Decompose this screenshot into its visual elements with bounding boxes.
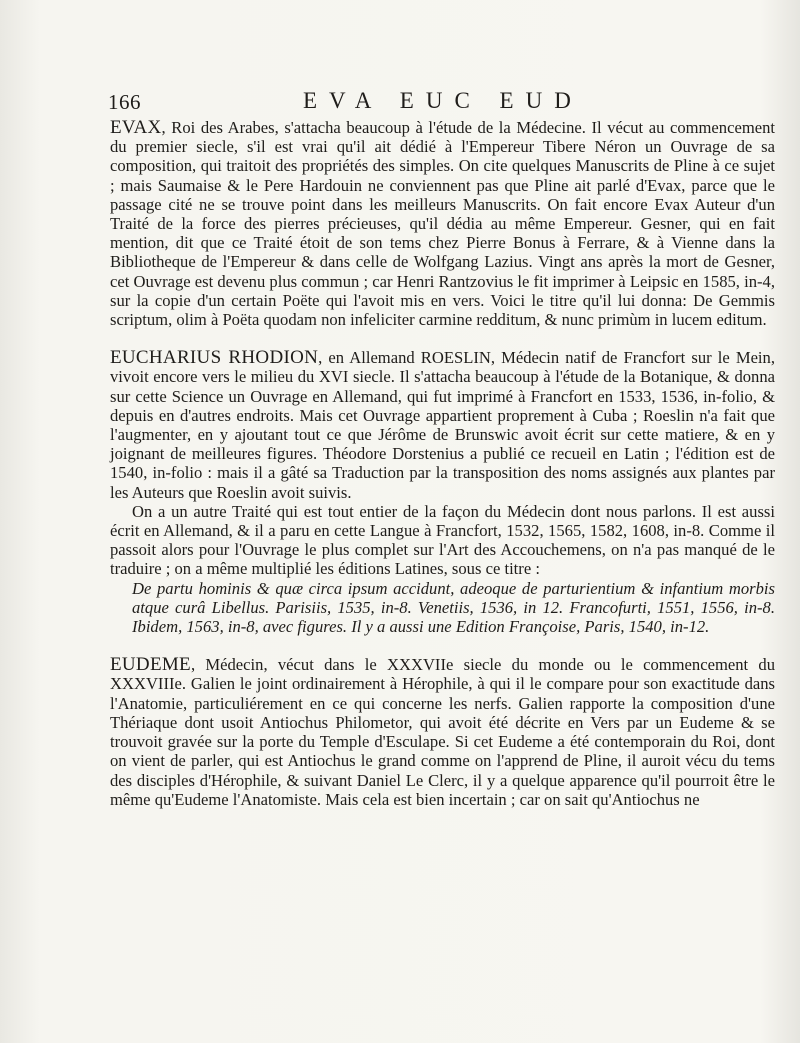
entry-eudeme [110, 655, 775, 809]
entry-eucharius-rhodion [110, 348, 775, 636]
entry-headword: EUCHARIUS RHODION [110, 347, 319, 369]
page-body [110, 118, 775, 828]
entry-headword: EVAX [110, 117, 162, 138]
entry-paragraph: EVAX, Roi des Arabes, s'attacha beaucoup à l'étude de la Médecine. Il vécut au commencement du premier siecle, s'il est vrai qu'il ait dédié à l'Empereur Tibere Néron un Ouvrage de sa composition, qui traitoit des propriétés des simples. On cite quelques Manuscrits de Pline à ce sujet ; mais Saumaise & le Pere Hardouin ne conviennent pas que Pline ait parlé d'Evax, parce que le passage cité ne se trouve point dans les meilleurs Manuscrits. On fait encore Evax Auteur d'un Traité de la force des pierres précieuses, qu'il dédia au même Empereur. Gesner, qui en fait mention, dit que ce Traité étoit de son tems chez Pierre Bonus à Ferrare, & à Vienne dans la Bibliotheque de l'Empereur & dans celle de Wolfgang Lazius. Vingt ans après la mort de Gesner, cet Ouvrage est devenu plus commun ; car Henri Rantzovius le fit imprimer à Leipsic en 1585, in-4, sur la copie d'un certain Poëte qui l'avoit mis en vers. Voici le titre qu'il lui donna: De Gemmis scriptum, olim à Poëta quodam non infeliciter carmine redditum, & nunc primùm in lucem editum. [110, 117, 776, 330]
entry-paragraph: EUDEME, Médecin, vécut dans le XXXVIIe siecle du monde ou le commencement du XXXVIIIe. Galien le joint ordinairement à Hérophile, à qui il le compare pour son exactitude dans l'Anatomie, particuliérement en ce qui concerne les nerfs. Galien rapporte la composition d'une Thériaque dont usoit Antiochus Philometor, qui avoit été décrite en Vers par un Eudeme & se trouvoit gravée sur la porte du Temple d'Esculape. Si cet Eudeme a été contemporain du Roi, dont on vient de parler, qui est Antiochus le grand comme on l'apprend de Pline, il auroit vécu du tems des disciples d'Hérophile, & suivant Daniel Le Clerc, il y a quelque apparence qu'il pourroit être le même qu'Eudeme l'Anatomiste. Mais cela est bien incertain ; car on sait qu'Antiochus ne [110, 654, 775, 809]
entry-headword: EUDEME [110, 654, 191, 676]
entry-text: en Allemand ROESLIN, Médecin natif de Francfort sur le Mein, vivoit encore vers le milieu du XVI siecle. Il s'attacha beaucoup à l'étude de la Botanique, & donna sur cette Science un Ouvrage en Allemand, qui fut imprimé à Francfort en 1533, 1536, in-folio, & depuis en d'autres endroits. Mais cet Ouvrage appartient proprement à Cuba ; Roeslin n'a fait que l'augmenter, en y ajoutant tout ce que Jérôme de Brunswic avoit écrit sur cette matiere, & en y joignant de meilleures figures. Théodore Dorstenius a publié ce recueil en Latin ; l'édition est de 1540, in-folio : mais il a gâté sa Traduction par la transposition des noms assignés aux plantes par les Auteurs que Roeslin avoit suivis. [110, 348, 775, 502]
page-number: 166 [108, 90, 141, 114]
entry-text: Médecin, vécut dans le XXXVIIe siecle du monde ou le commencement du XXXVIIIe. Galien le joint ordinairement à Hérophile, à qui il le compare pour son exactitude dans l'Anatomie, particuliérement en ce qui concerne les nerfs. Galien rapporte la composition d'une Thériaque dont usoit Antiochus Philometor, qui avoit été décrite en Vers par un Eudeme & se trouvoit gravée sur la porte du Temple d'Esculape. Si cet Eudeme a été contemporain du Roi, dont on vient de parler, qui est Antiochus le grand comme on l'apprend de Pline, il auroit vécu du tems des disciples d'Hérophile, & suivant Daniel Le Clerc, il y a quelque apparence qu'il pourroit être le même qu'Eudeme l'Anatomiste. Mais cela est bien incertain ; car on sait qu'Antiochus ne [110, 655, 775, 809]
entry-paragraph: EUCHARIUS RHODION, en Allemand ROESLIN, Médecin natif de Francfort sur le Mein, vivoit encore vers le milieu du XVI siecle. Il s'attacha beaucoup à l'étude de la Botanique, & donna sur cette Science un Ouvrage en Allemand, qui fut imprimé à Francfort en 1533, 1536, in-folio, & depuis en d'autres endroits. Mais cet Ouvrage appartient proprement à Cuba ; Roeslin n'a fait que l'augmenter, en y ajoutant tout ce que Jérôme de Brunswic avoit écrit sur cette matiere, & en y joignant de meilleures figures. Théodore Dorstenius a publié ce recueil en Latin ; l'édition est de 1540, in-folio : mais il a gâté sa Traduction par la transposition des noms assignés aux plantes par les Auteurs que Roeslin avoit suivis. [110, 347, 775, 502]
entry-quotation: De partu hominis & quæ circa ipsum accidunt, adeoque de parturientium & infantium morbis atque curâ Libellus. Parisiis, 1535, in-8. Venetiis, 1536, in 12. Francofurti, 1551, 1556, in-8. Ibidem, 1563, in-8, avec figures. Il y a aussi une Edition Françoise, Paris, 1540, in-12. [132, 578, 775, 637]
entry-paragraph: On a un autre Traité qui est tout entier de la façon du Médecin dont nous parlons. Il est aussi écrit en Allemand, & il a paru en cette Langue à Francfort, 1532, 1565, 1582, 1608, in-8. Comme il passoit alors pour l'Ouvrage le plus complet sur l'Art des Accouchemens, on n'a pas manqué de le traduire ; on a même multiplié les éditions Latines, sous ce titre : [110, 501, 775, 579]
entry-text: Roi des Arabes, s'attacha beaucoup à l'étude de la Médecine. Il vécut au commencement du premier siecle, s'il est vrai qu'il ait dédié à l'Empereur Tibere Néron un Ouvrage de sa composition, qui traitoit des propriétés des simples. On cite quelques Manuscrits de Pline à ce sujet ; mais Saumaise & le Pere Hardouin ne conviennent pas que Pline ait parlé d'Evax, parce que le passage cité ne se trouve point dans les meilleurs Manuscrits. On fait encore Evax Auteur d'un Traité de la force des pierres précieuses, qu'il dédia au même Empereur. Gesner, qui en fait mention, dit que ce Traité étoit de son tems chez Pierre Bonus à Ferrare, & à Vienne dans la Bibliotheque de l'Empereur & dans celle de Wolfgang Lazius. Vingt ans après la mort de Gesner, cet Ouvrage est devenu plus commun ; car Henri Rantzovius le fit imprimer à Leipsic en 1585, in-4, sur la copie d'un certain Poëte qui l'avoit mis en vers. Voici le titre qu'il lui donna: De Gemmis scriptum, olim à Poëta quodam non infeliciter carmine redditum, & nunc primùm in lucem editum. [110, 118, 776, 330]
entry-evax [110, 118, 775, 329]
running-head: EVA EUC EUD [303, 88, 583, 113]
page-header [108, 84, 780, 120]
